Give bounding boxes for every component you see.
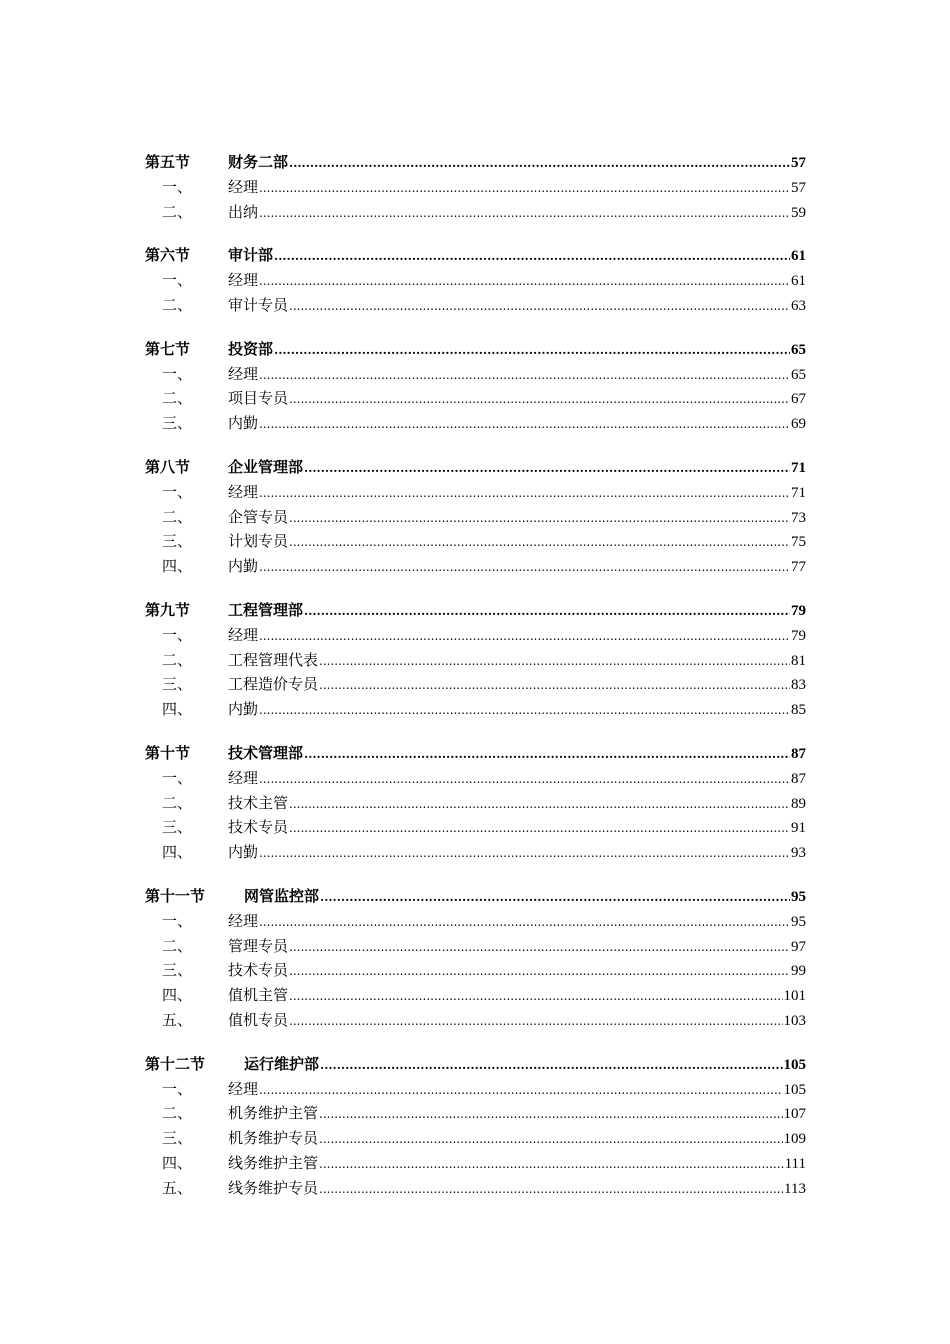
entry-number: 一、 xyxy=(162,271,193,290)
page-number: 79 xyxy=(791,602,806,619)
entry-number: 一、 xyxy=(162,1079,193,1098)
entry-title: 出纳 xyxy=(228,202,259,221)
page-number: 85 xyxy=(791,702,806,719)
dot-leader xyxy=(259,176,790,201)
entry-number: 四、 xyxy=(162,1153,193,1172)
page-number: 109 xyxy=(783,1131,806,1148)
toc-section xyxy=(145,741,806,865)
dot-leader xyxy=(259,481,790,506)
dot-leader xyxy=(304,456,790,481)
page-number: 87 xyxy=(791,770,806,787)
page-number: 101 xyxy=(783,988,806,1005)
entry-number: 一、 xyxy=(162,768,193,787)
entry-title: 线务维护主管 xyxy=(228,1153,319,1172)
dot-leader xyxy=(259,767,790,792)
page-number: 63 xyxy=(791,297,806,314)
toc-entry[interactable] xyxy=(145,623,806,648)
entry-title: 经理 xyxy=(228,768,259,787)
toc-section-heading[interactable] xyxy=(145,1052,806,1077)
toc-section-heading[interactable] xyxy=(145,337,806,362)
entry-title: 内勤 xyxy=(228,700,259,719)
toc-entry[interactable] xyxy=(145,268,806,293)
dot-leader xyxy=(289,294,790,319)
entry-number: 三、 xyxy=(162,961,193,980)
entry-title: 企管专员 xyxy=(228,507,289,526)
toc-section-heading[interactable] xyxy=(145,150,806,175)
section-title: 审计部 xyxy=(228,246,274,265)
toc-entry[interactable] xyxy=(145,480,806,505)
page-number: 93 xyxy=(791,845,806,862)
page-number: 77 xyxy=(791,559,806,576)
toc-entry[interactable] xyxy=(145,1101,806,1126)
entry-title: 项目专员 xyxy=(228,389,289,408)
page-number: 57 xyxy=(791,179,806,196)
entry-number: 二、 xyxy=(162,202,193,221)
entry-number: 三、 xyxy=(162,675,193,694)
dot-leader xyxy=(304,742,790,767)
toc-entry[interactable] xyxy=(145,1151,806,1176)
dot-leader xyxy=(319,1127,782,1152)
entry-number: 三、 xyxy=(162,414,193,433)
dot-leader xyxy=(259,412,790,437)
entry-number: 一、 xyxy=(162,177,193,196)
entry-number: 二、 xyxy=(162,389,193,408)
entry-title: 工程管理代表 xyxy=(228,650,319,669)
dot-leader xyxy=(319,673,790,698)
toc-entry[interactable] xyxy=(145,200,806,225)
section-number: 第八节 xyxy=(145,457,191,476)
toc-entry[interactable] xyxy=(145,293,806,318)
toc-section xyxy=(145,150,806,224)
entry-number: 四、 xyxy=(162,700,193,719)
section-number: 第十一节 xyxy=(145,886,206,905)
page-number: 71 xyxy=(791,459,806,476)
toc-entry[interactable] xyxy=(145,1008,806,1033)
dot-leader xyxy=(319,1102,782,1127)
entry-title: 审计专员 xyxy=(228,295,289,314)
page-number: 95 xyxy=(791,913,806,930)
section-title: 财务二部 xyxy=(228,153,289,171)
section-number: 第十节 xyxy=(145,743,191,762)
toc-entry[interactable] xyxy=(145,505,806,530)
section-title: 网管监控部 xyxy=(244,886,320,905)
page-number: 87 xyxy=(791,745,806,762)
section-title: 技术管理部 xyxy=(228,743,304,762)
entry-title: 经理 xyxy=(228,911,259,930)
dot-leader xyxy=(289,530,790,555)
page-number: 113 xyxy=(784,1180,806,1197)
dot-leader xyxy=(259,363,790,388)
dot-leader xyxy=(259,624,790,649)
entry-number: 四、 xyxy=(162,843,193,862)
entry-title: 管理专员 xyxy=(228,936,289,955)
toc-entry[interactable] xyxy=(145,1126,806,1151)
entry-title: 技术专员 xyxy=(228,818,289,837)
page-number: 59 xyxy=(791,204,806,221)
page-number: 99 xyxy=(791,963,806,980)
page-number: 107 xyxy=(783,1106,806,1123)
toc-entry[interactable] xyxy=(145,648,806,673)
page-number: 65 xyxy=(791,341,806,358)
entry-number: 一、 xyxy=(162,482,193,501)
toc-entry[interactable] xyxy=(145,791,806,816)
entry-title: 内勤 xyxy=(228,843,259,862)
entry-title: 经理 xyxy=(228,177,259,196)
page-number: 65 xyxy=(791,366,806,383)
dot-leader xyxy=(289,151,790,176)
entry-title: 工程造价专员 xyxy=(228,675,319,694)
page-number: 91 xyxy=(791,820,806,837)
page-number: 61 xyxy=(791,273,806,290)
toc-section xyxy=(145,455,806,579)
entry-title: 技术专员 xyxy=(228,961,289,980)
toc-entry[interactable] xyxy=(145,175,806,200)
page-number: 81 xyxy=(791,652,806,669)
entry-title: 经理 xyxy=(228,1079,259,1098)
dot-leader xyxy=(274,338,790,363)
toc-section xyxy=(145,243,806,317)
dot-leader xyxy=(259,1078,782,1103)
entry-number: 五、 xyxy=(162,1010,193,1029)
toc-entry[interactable] xyxy=(145,1176,806,1201)
page-number: 69 xyxy=(791,416,806,433)
entry-title: 技术主管 xyxy=(228,793,289,812)
section-number: 第十二节 xyxy=(145,1054,206,1073)
dot-leader xyxy=(259,698,790,723)
toc-section xyxy=(145,1052,806,1201)
entry-number: 二、 xyxy=(162,793,193,812)
entry-title: 经理 xyxy=(228,271,259,290)
entry-title: 经理 xyxy=(228,625,259,644)
entry-number: 一、 xyxy=(162,625,193,644)
section-number: 第七节 xyxy=(145,339,191,358)
dot-leader xyxy=(259,910,790,935)
entry-number: 二、 xyxy=(162,295,193,314)
dot-leader xyxy=(259,201,790,226)
entry-title: 机务维护专员 xyxy=(228,1129,319,1148)
dot-leader xyxy=(289,935,790,960)
dot-leader xyxy=(320,885,790,910)
dot-leader xyxy=(289,984,782,1009)
entry-title: 内勤 xyxy=(228,414,259,433)
toc-entry[interactable] xyxy=(145,909,806,934)
dot-leader xyxy=(319,1152,784,1177)
toc-entry[interactable] xyxy=(145,1077,806,1102)
entry-title: 内勤 xyxy=(228,557,259,576)
dot-leader xyxy=(259,555,790,580)
page-number: 75 xyxy=(791,534,806,551)
toc-entry[interactable] xyxy=(145,934,806,959)
entry-title: 线务维护专员 xyxy=(228,1178,319,1197)
entry-title: 经理 xyxy=(228,482,259,501)
toc-entry[interactable] xyxy=(145,362,806,387)
page-number: 83 xyxy=(791,677,806,694)
dot-leader xyxy=(319,649,790,674)
section-title: 运行维护部 xyxy=(244,1054,320,1073)
dot-leader xyxy=(289,1009,782,1034)
page-number: 95 xyxy=(791,888,806,905)
toc-entry[interactable] xyxy=(145,529,806,554)
dot-leader xyxy=(274,244,790,269)
toc-entry[interactable] xyxy=(145,697,806,722)
section-title: 工程管理部 xyxy=(228,600,304,619)
section-number: 第五节 xyxy=(145,153,191,171)
entry-title: 经理 xyxy=(228,364,259,383)
page-number: 67 xyxy=(791,391,806,408)
page-number: 79 xyxy=(791,627,806,644)
toc-section-heading[interactable] xyxy=(145,741,806,766)
entry-number: 二、 xyxy=(162,507,193,526)
page-number: 105 xyxy=(783,1056,806,1073)
entry-number: 四、 xyxy=(162,557,193,576)
dot-leader xyxy=(289,816,790,841)
entry-number: 三、 xyxy=(162,532,193,551)
entry-title: 值机专员 xyxy=(228,1010,289,1029)
toc-section xyxy=(145,598,806,722)
entry-number: 二、 xyxy=(162,1104,193,1123)
section-number: 第九节 xyxy=(145,600,191,619)
toc-entry[interactable] xyxy=(145,815,806,840)
entry-title: 计划专员 xyxy=(228,532,289,551)
page-number: 105 xyxy=(783,1081,806,1098)
entry-number: 二、 xyxy=(162,650,193,669)
entry-title: 机务维护主管 xyxy=(228,1104,319,1123)
dot-leader xyxy=(259,841,790,866)
page-number: 103 xyxy=(783,1012,806,1029)
dot-leader xyxy=(289,792,790,817)
entry-number: 二、 xyxy=(162,936,193,955)
toc-section xyxy=(145,337,806,436)
toc-entry[interactable] xyxy=(145,411,806,436)
dot-leader xyxy=(289,959,790,984)
page-number: 71 xyxy=(791,484,806,501)
toc-section-heading[interactable] xyxy=(145,455,806,480)
toc-section-heading[interactable] xyxy=(145,598,806,623)
toc-entry[interactable] xyxy=(145,672,806,697)
toc-section-heading[interactable] xyxy=(145,884,806,909)
dot-leader xyxy=(304,599,790,624)
entry-number: 四、 xyxy=(162,986,193,1005)
section-title: 投资部 xyxy=(228,339,274,358)
entry-number: 一、 xyxy=(162,911,193,930)
toc-entry[interactable] xyxy=(145,554,806,579)
entry-number: 三、 xyxy=(162,818,193,837)
toc-entry[interactable] xyxy=(145,840,806,865)
section-title: 企业管理部 xyxy=(228,457,304,476)
page-number: 97 xyxy=(791,938,806,955)
toc-entry[interactable] xyxy=(145,983,806,1008)
dot-leader xyxy=(259,269,790,294)
dot-leader xyxy=(289,387,790,412)
dot-leader xyxy=(319,1177,783,1202)
page-number: 111 xyxy=(784,1155,806,1172)
table-of-contents xyxy=(145,150,806,1219)
section-number: 第六节 xyxy=(145,246,191,265)
entry-title: 值机主管 xyxy=(228,986,289,1005)
entry-number: 五、 xyxy=(162,1178,193,1197)
toc-section xyxy=(145,884,806,1033)
page-number: 57 xyxy=(791,155,806,171)
page-number: 61 xyxy=(791,248,806,265)
dot-leader xyxy=(289,506,790,531)
toc-entry[interactable] xyxy=(145,386,806,411)
toc-entry[interactable] xyxy=(145,958,806,983)
toc-entry[interactable] xyxy=(145,766,806,791)
entry-number: 一、 xyxy=(162,364,193,383)
entry-number: 三、 xyxy=(162,1129,193,1148)
page-number: 73 xyxy=(791,509,806,526)
dot-leader xyxy=(320,1053,782,1078)
page-number: 89 xyxy=(791,795,806,812)
toc-section-heading[interactable] xyxy=(145,243,806,268)
